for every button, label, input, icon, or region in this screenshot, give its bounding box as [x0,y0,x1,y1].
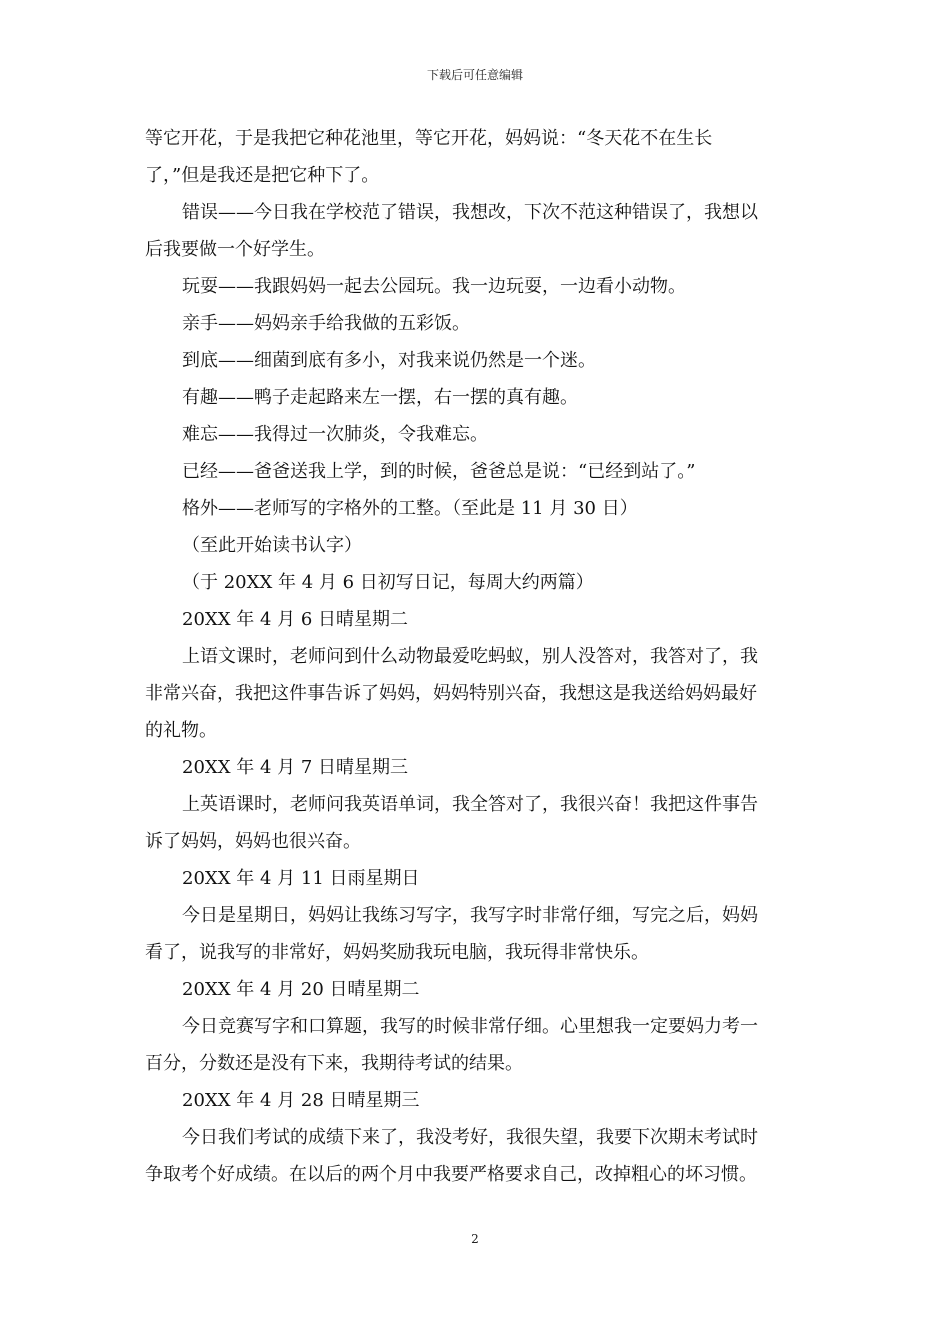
text-line: 已经——爸爸送我上学，到的时候，爸爸总是说：“已经到站了。” [182,461,696,482]
text-line: 20XX 年 4 月 20 日晴星期二 [182,979,420,1000]
page-header: 下载后可任意编辑 [426,68,523,82]
text-line: 等它开花，于是我把它种花池里，等它开花，妈妈说：“冬天花不在生长 [145,128,713,149]
text-line: 争取考个好成绩。在以后的两个月中我要严格要求自己，改掉粗心的坏习惯。 [145,1164,757,1185]
document-body [145,120,807,1193]
text-line: 上英语课时，老师问我英语单词，我全答对了，我很兴奋！我把这件事告 [182,794,758,815]
text-line: 上语文课时，老师问到什么动物最爱吃蚂蚁，别人没答对，我答对了，我 [182,646,758,667]
text-line: 诉了妈妈，妈妈也很兴奋。 [145,831,361,852]
text-line: （至此开始读书认字） [182,535,362,556]
text-line: 到底——细菌到底有多小，对我来说仍然是一个迷。 [182,350,596,371]
text-line: 今日竞赛写字和口算题，我写的时候非常仔细。心里想我一定要妈力考一 [182,1016,758,1037]
text-line: 百分，分数还是没有下来，我期待考试的结果。 [145,1053,523,1074]
text-line: 后我要做一个好学生。 [145,239,325,260]
text-line: 亲手——妈妈亲手给我做的五彩饭。 [182,313,470,334]
text-line: 玩耍——我跟妈妈一起去公园玩。我一边玩耍，一边看小动物。 [182,276,686,297]
text-line: 20XX 年 4 月 6 日晴星期二 [182,609,409,630]
text-line: 今日是星期日，妈妈让我练习写字，我写字时非常仔细，写完之后，妈妈 [182,905,758,926]
text-line: 难忘——我得过一次肺炎，令我难忘。 [182,424,488,445]
text-line: 错误——今日我在学校范了错误，我想改，下次不范这种错误了，我想以 [182,202,758,223]
text-line: （于 20XX 年 4 月 6 日初写日记，每周大约两篇） [182,572,594,593]
text-line: 格外——老师写的字格外的工整。（至此是 11 月 30 日） [182,498,638,519]
text-line: 20XX 年 4 月 7 日晴星期三 [182,757,409,778]
text-line: 20XX 年 4 月 11 日雨星期日 [182,868,420,889]
page-number: 2 [471,1232,479,1246]
text-line: 20XX 年 4 月 28 日晴星期三 [182,1090,420,1111]
text-line: 非常兴奋，我把这件事告诉了妈妈，妈妈特别兴奋，我想这是我送给妈妈最好 [145,683,757,704]
text-line: 有趣——鸭子走起路来左一摆，右一摆的真有趣。 [182,387,578,408]
text-line: 的礼物。 [145,720,217,741]
text-line: 了，”但是我还是把它种下了。 [145,165,380,186]
text-line: 看了，说我写的非常好，妈妈奖励我玩电脑，我玩得非常快乐。 [145,942,649,963]
text-line: 今日我们考试的成绩下来了，我没考好，我很失望，我要下次期末考试时 [182,1127,758,1148]
